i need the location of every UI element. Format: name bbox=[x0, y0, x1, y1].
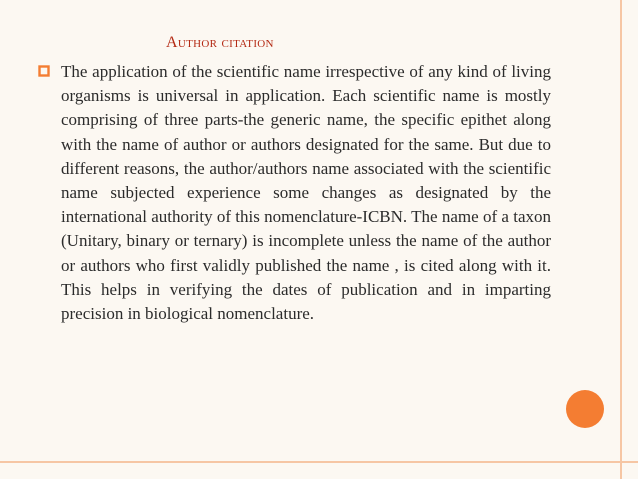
frame-line-right bbox=[620, 0, 622, 479]
bullet-item bbox=[36, 60, 552, 326]
hollow-square-bullet-icon bbox=[36, 65, 52, 77]
bullet-text: The application of the scientific name irrespective of any kind of living organisms is universal in application. Each scientific name is mostly comprising of three parts-the generic name, the specific epithet along with the name of author or authors designated for the same. But due to different reasons, the author/authors name associated with the scientific name subjected experience some changes as designated by the international authority of this nomenclature-ICBN. The name of a taxon (Unitary, binary or ternary) is incomplete unless the name of the author or authors who first validly published the name , is cited along with it. This helps in verifying the dates of publication and in imparting precision in biological nomenclature. bbox=[61, 62, 551, 324]
accent-circle bbox=[566, 390, 604, 428]
slide-content bbox=[36, 60, 552, 326]
frame-line-bottom bbox=[0, 461, 638, 463]
slide-title: Author citation bbox=[166, 34, 274, 51]
